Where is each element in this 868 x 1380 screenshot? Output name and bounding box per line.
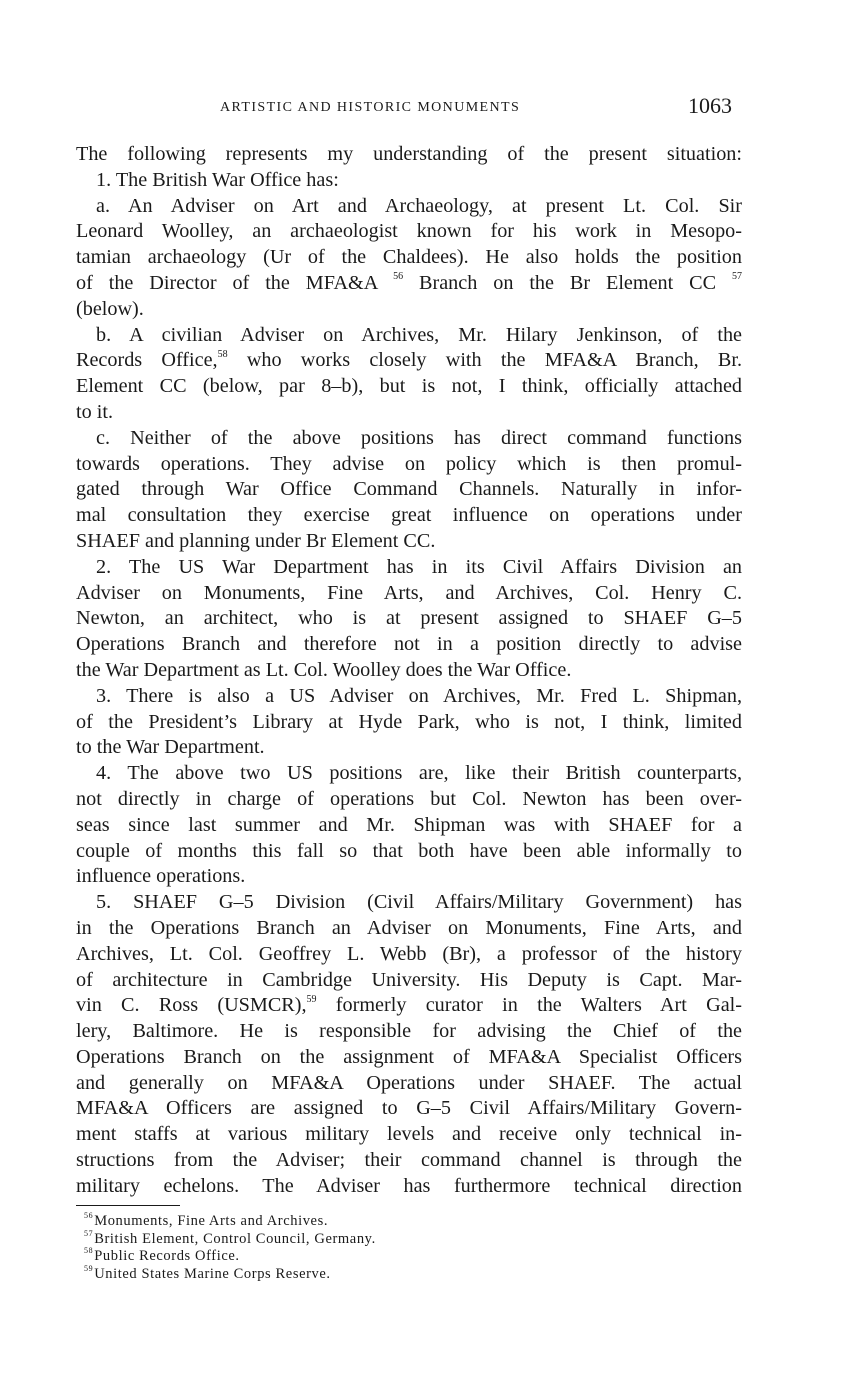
body-line: (below). xyxy=(76,297,144,320)
body-line: not directly in charge of operations but Col. Newton has been over- xyxy=(76,787,742,810)
footnote-mark: 58 xyxy=(84,1246,94,1256)
footnote-mark: 59 xyxy=(84,1263,94,1273)
footnote xyxy=(84,1263,584,1284)
body-line: couple of months this fall so that both have been able informally to xyxy=(76,839,742,862)
body-line: military echelons. The Adviser has furthermore technical direction xyxy=(76,1174,742,1197)
body-line: Leonard Woolley, an archaeologist known for his work in Mesopo- xyxy=(76,220,742,243)
footnote-ref: 56 xyxy=(393,271,404,283)
body-line: towards operations. They advise on policy which is then promul- xyxy=(76,452,742,475)
body-line: of the Director of the MFA&A $^{56}$ Branch on the Br Element CC $^{57}$ xyxy=(76,271,743,294)
body-line: Adviser on Monuments, Fine Arts, and Archives, Col. Henry C. xyxy=(76,581,742,604)
footnote-text: Monuments, Fine Arts and Archives. xyxy=(94,1213,329,1229)
body-line: and generally on MFA&A Operations under SHAEF. The actual xyxy=(76,1071,742,1094)
footnote-text: British Element, Control Council, Germany. xyxy=(94,1230,376,1247)
footnote-mark: 57 xyxy=(84,1228,94,1238)
body-line: to it. xyxy=(76,400,114,423)
body-line: Operations Branch on the assignment of MFA&A Specialist Officers xyxy=(76,1045,742,1068)
footnote-text: United States Marine Corps Reserve. xyxy=(94,1265,331,1282)
body-line: vin C. Ross (USMCR),$^{59}$ formerly curator in the Walters Art Gal- xyxy=(76,993,742,1017)
body-line: a. An Adviser on Art and Archaeology, at present Lt. Col. Sir xyxy=(96,194,742,217)
body-line: lery, Baltimore. He is responsible for advising the Chief of the xyxy=(76,1020,742,1043)
footnote-rule xyxy=(76,1205,180,1206)
footnote-ref: 58 xyxy=(217,348,228,360)
body-line: Archives, Lt. Col. Geoffrey L. Webb (Br), a professor of the history xyxy=(76,942,742,965)
footnote-text: Public Records Office. xyxy=(94,1248,240,1265)
footnote xyxy=(84,1248,584,1266)
body-line: 2. The US War Department has in its Civil Affairs Division an xyxy=(96,555,742,578)
page-number: 1063 xyxy=(688,93,732,118)
footnotes xyxy=(84,1213,584,1283)
body-line: Newton, an architect, who is at present assigned to SHAEF G–5 xyxy=(76,607,742,630)
body-line: influence operations. xyxy=(76,865,246,888)
body-line: 1. The British War Office has: xyxy=(96,168,339,191)
body-line: the War Department as Lt. Col. Woolley does the War Office. xyxy=(76,658,572,681)
body-line: MFA&A Officers are assigned to G–5 Civil Affairs/Military Govern- xyxy=(76,1097,742,1120)
body-line: gated through War Office Command Channels. Naturally in infor- xyxy=(76,478,742,501)
footnote-ref: 57 xyxy=(732,271,743,283)
body-line: c. Neither of the above positions has direct command functions xyxy=(96,426,742,449)
body-line: SHAEF and planning under Br Element CC. xyxy=(76,529,436,552)
body-line: 4. The above two US positions are, like their British counterparts, xyxy=(96,762,742,785)
body-line: Operations Branch and therefore not in a position directly to advise xyxy=(76,633,742,656)
body-line: of the President’s Library at Hyde Park, who is not, I think, limited xyxy=(76,710,742,733)
body-line: of architecture in Cambridge University. His Deputy is Capt. Mar- xyxy=(76,968,742,991)
body-line: b. A civilian Adviser on Archives, Mr. Hilary Jenkinson, of the xyxy=(96,323,742,346)
body-line: tamian archaeology (Ur of the Chaldees). He also holds the position xyxy=(76,246,742,269)
body-line: ment staffs at various military levels and receive only technical in- xyxy=(76,1123,742,1146)
body-line: in the Operations Branch an Adviser on Monuments, Fine Arts, and xyxy=(76,916,742,939)
running-title: ARTISTIC AND HISTORIC MONUMENTS xyxy=(220,100,521,115)
footnote-ref: 59 xyxy=(306,993,317,1005)
body-line: 3. There is also a US Adviser on Archives, Mr. Fred L. Shipman, xyxy=(96,684,742,707)
body-line: 5. SHAEF G–5 Division (Civil Affairs/Military Government) has xyxy=(96,891,742,914)
body-line: to the War Department. xyxy=(76,736,265,759)
footnote xyxy=(84,1228,584,1249)
body-text xyxy=(76,142,742,1200)
body-line: Element CC (below, par 8–b), but is not, I think, officially attached xyxy=(76,375,742,398)
body-line: mal consultation they exercise great influence on operations under xyxy=(76,504,742,527)
body-line: Records Office,$^{58}$ who works closely with the MFA&A Branch, Br. xyxy=(76,348,743,372)
body-line: structions from the Adviser; their command channel is through the xyxy=(76,1149,742,1172)
footnote-mark: 56 xyxy=(84,1211,94,1221)
body-line: seas since last summer and Mr. Shipman was with SHAEF for a xyxy=(76,813,742,836)
body-line: The following represents my understanding of the present situation: xyxy=(76,143,742,165)
footnote xyxy=(84,1213,584,1231)
